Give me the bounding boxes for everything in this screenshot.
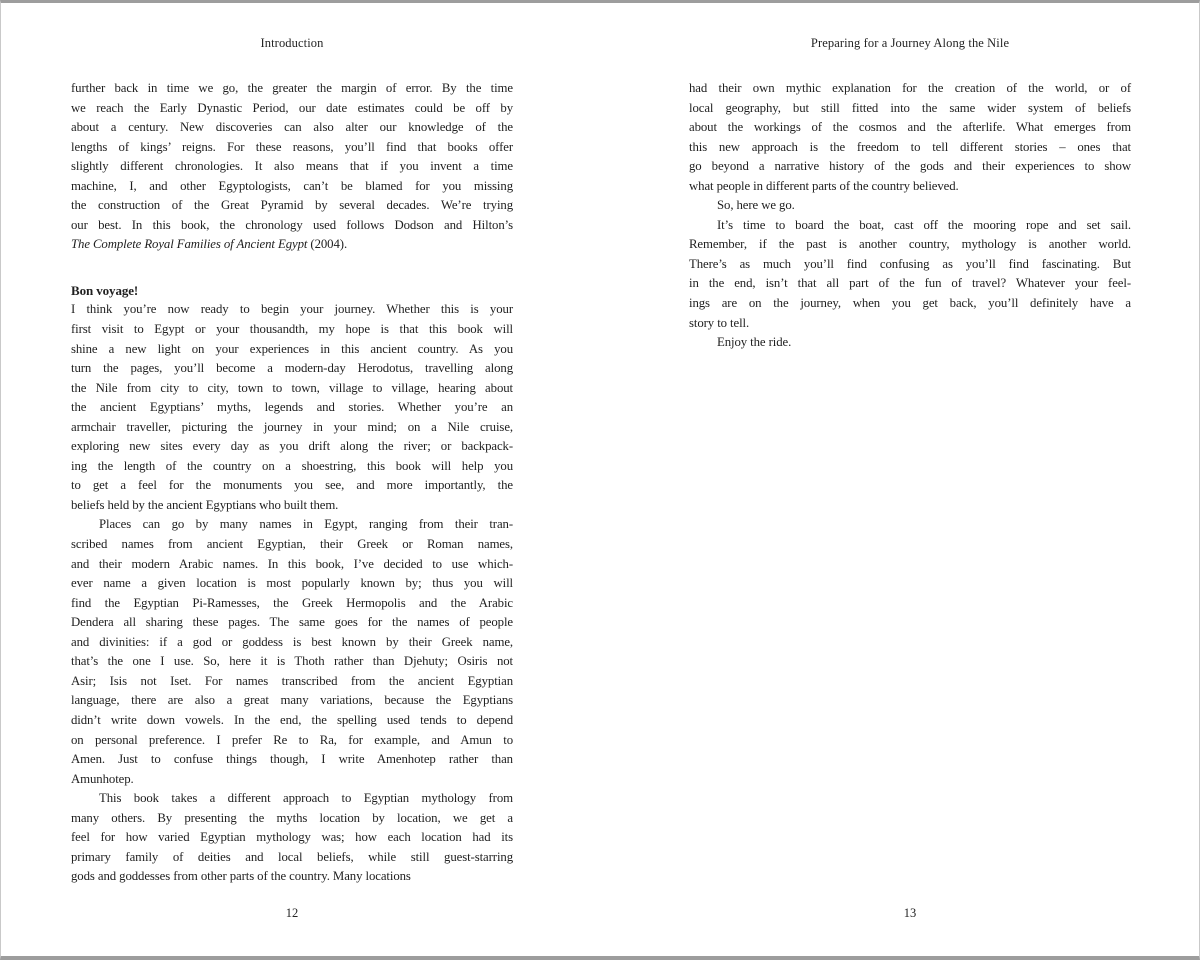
text-line: exploring new sites every day as you drift along the river; or backpack- [71,439,513,454]
text-line: gods and goddesses from other parts of the country. Many locations [71,869,411,884]
text-line: So, here we go. [717,198,795,213]
text-line: Dendera all sharing these pages. The same goes for the names of people [71,615,513,630]
running-head: Introduction [260,36,324,50]
paragraph-names [71,515,513,789]
paragraph-so-here-we-go [689,196,1131,216]
text-line: about the workings of the cosmos and the afterlife. What emerges from [689,120,1131,135]
text-line: in the end, isn’t that all part of the fun of travel? Whatever your feel- [689,276,1131,291]
text-line: about a century. New discoveries can also alter our knowledge of the [71,120,513,135]
paragraph-lines [71,515,513,769]
text-line: machine, I, and other Egyptologists, can’t be blamed for you missing [71,178,513,193]
text-line: that’s the one I use. So, here it is Thoth rather than Djehuty; Osiris not [71,654,513,669]
paragraph-journey [71,300,513,515]
paragraph-mythic [689,79,1131,196]
text-line: Remember, if the past is another country, mythology is another world. [689,237,1131,252]
paragraph-lines [689,79,1131,177]
text-line: we reach the Early Dynastic Period, our date estimates could be off by [71,100,513,115]
text-line: our best. In this book, the chronology used follows Dodson and Hilton’s [71,217,513,232]
text-line: lengths of kings’ reigns. For these reasons, you’ll find that books offer [71,139,513,154]
text-line: This book takes a different approach to Egyptian mythology from [99,791,513,806]
text-line: scribed names from ancient Egyptian, their Greek or Roman names, [71,537,513,552]
text-line: local geography, but still fitted into the same wider system of beliefs [689,100,1131,115]
text-line: Amen. Just to confuse things though, I write Amenhotep rather than [71,752,513,767]
text-line: go beyond a narrative history of the gods and their experiences to show [689,159,1131,174]
left-page [1,3,601,956]
text-line: I think you’re now ready to begin your journey. Whether this is your [71,302,513,317]
right-page-text-column [689,79,1131,353]
text-line: the construction of the Great Pyramid by several decades. We’re trying [71,198,513,213]
paragraph-chronology [71,79,513,255]
paragraph-lines [71,79,513,235]
text-line: There’s as much you’ll find confusing as you’ll find fascinating. But [689,256,1131,271]
text-line: story to tell. [689,315,750,330]
text-line: many others. By presenting the myths location by location, we get a [71,810,513,825]
page-number: 12 [285,906,299,920]
text-line: Asir; Isis not Iset. For names transcribed from the ancient Egyptian [71,673,513,688]
paragraph-enjoy-the-ride [689,333,1131,353]
text-line: beliefs held by the ancient Egyptians who built them. [71,497,339,512]
text-line: the Nile from city to city, town to town, village to village, hearing about [71,380,513,395]
right-page [601,3,1200,956]
text-line: on personal preference. I prefer Re to Ra, for example, and Amun to [71,732,513,747]
text-line: It’s time to board the boat, cast off the mooring rope and set sail. [717,217,1131,232]
text-line: armchair traveller, picturing the journey in your mind; on a Nile cruise, [71,419,513,434]
text-line: ing the length of the country on a shoestring, this book will help you [71,458,513,473]
text-line: and their modern Arabic names. In this book, I’ve decided to use which- [71,556,513,571]
text-line: further back in time we go, the greater the margin of error. By the time [71,81,513,95]
text-line: Places can go by many names in Egypt, ranging from their tran- [99,517,513,532]
text-line: Enjoy the ride. [717,335,792,350]
paragraph-lines [71,789,513,867]
text-line: first visit to Egypt or your thousandth, my hope is that this book will [71,322,513,337]
left-page-text-column [71,79,513,887]
text-line: this new approach is the freedom to tell different stories – ones that [689,139,1131,154]
text-line: had their own mythic explanation for the creation of the world, or of [689,81,1131,95]
text-line: and divinities: if a god or goddess is best known by their Greek name, [71,634,513,649]
text-line: didn’t write down vowels. In the end, the spelling used tends to depend [71,712,513,727]
text-line: Amunhotep. [71,771,134,786]
text-line [71,235,513,255]
text-line: feel for how varied Egyptian mythology was; how each location had its [71,830,513,845]
text-line: the ancient Egyptians’ myths, legends and stories. Whether you’re an [71,400,513,415]
paragraph-boat [689,216,1131,333]
text-line: primary family of deities and local beliefs, while still guest-starring [71,849,513,864]
book-title-year: (2004). [307,237,348,252]
text-line: ever name a given location is most popularly known by; thus you will [71,576,513,591]
text-line: shine a new light on your experiences in this ancient country. As you [71,341,513,356]
book-title-italic: The Complete Royal Families of Ancient Egypt [71,237,308,252]
section-heading: Bon voyage! [71,282,139,298]
text-line: what people in different parts of the country believed. [689,178,959,193]
paragraph-approach [71,789,513,887]
paragraph-lines [71,300,513,495]
page-number: 13 [903,906,917,920]
text-line: ings are on the journey, when you get back, you’ll definitely have a [689,296,1131,311]
text-line: to get a feel for the monuments you see, and more importantly, the [71,478,513,493]
text-line: turn the pages, you’ll become a modern-day Herodotus, travelling along [71,361,513,376]
paragraph-lines [689,216,1131,314]
text-line: language, there are also a great many variations, because the Egyptians [71,693,513,708]
text-line: find the Egyptian Pi-Ramesses, the Greek Hermopolis and the Arabic [71,595,513,610]
text-line: slightly different chronologies. It also means that if you invent a time [71,159,513,174]
running-head: Preparing for a Journey Along the Nile [810,36,1010,50]
